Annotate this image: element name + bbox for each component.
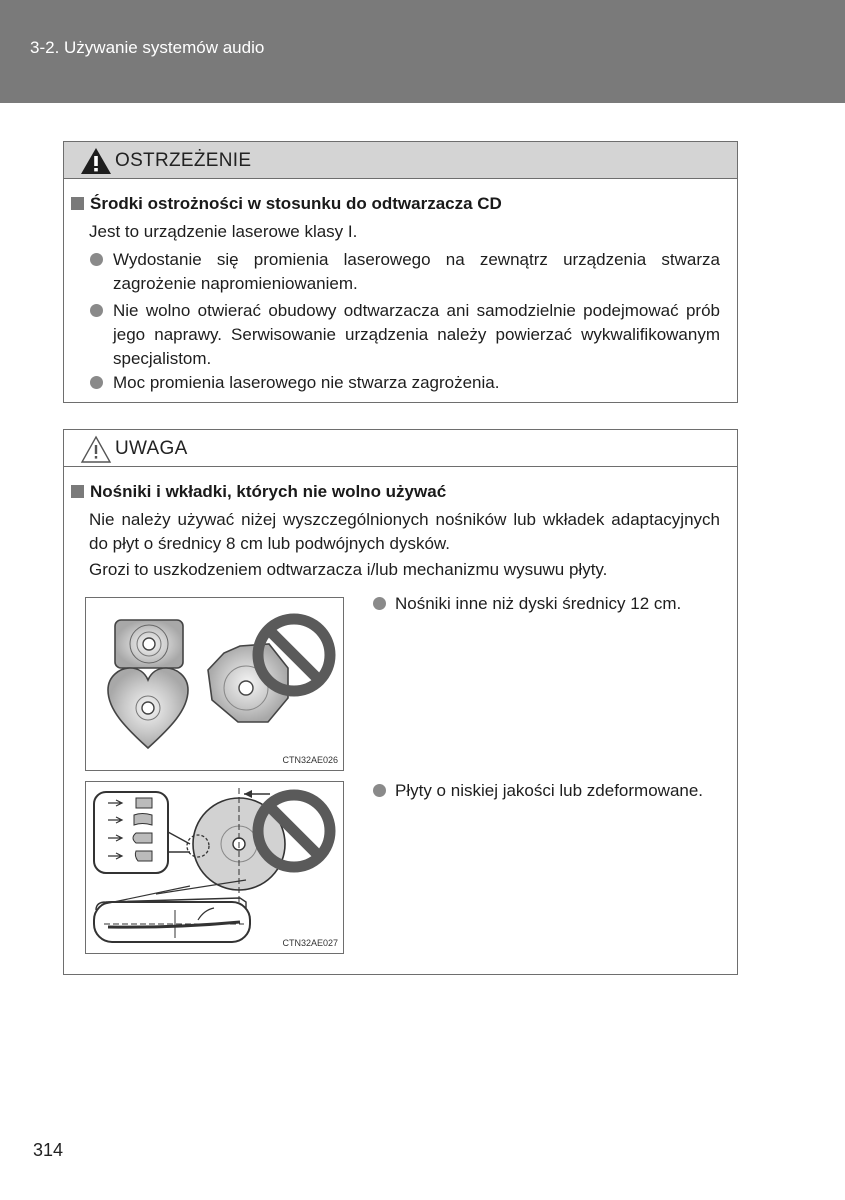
- square-bullet-icon: [71, 485, 84, 498]
- caution-header: [64, 430, 737, 467]
- warning-bullet-text: Wydostanie się promienia laserowego na zewnątrz urządzenia stwarza zagrożenie napromieniowaniem.: [113, 250, 720, 293]
- warning-bullet: [90, 371, 720, 395]
- section-title: 3-2. Używanie systemów audio: [30, 38, 265, 57]
- bullet-dot-icon: [373, 784, 386, 797]
- warning-label: OSTRZEŻENIE: [115, 150, 252, 171]
- warning-section-title: Środki ostrożności w stosunku do odtwarzacza CD: [90, 194, 502, 213]
- warning-bullet: [90, 299, 720, 371]
- bullet-dot-icon: [90, 376, 103, 389]
- square-bullet-icon: [71, 197, 84, 210]
- page-number: 314: [33, 1140, 64, 1160]
- figure-caption: Nośniki inne niż dyski średnicy 12 cm.: [395, 594, 682, 613]
- unsupported-discs-illustration: [86, 598, 343, 770]
- caution-section-heading: [71, 482, 446, 502]
- figure-code: CTN32AE026: [282, 755, 338, 765]
- warning-filled-icon: [80, 147, 112, 175]
- bullet-dot-icon: [373, 597, 386, 610]
- caution-paragraph: Nie należy używać niżej wyszczególnionych nośników lub wkładek adaptacyjnych do płyt o średnicy 8 cm lub podwójnych dysków.: [89, 510, 720, 553]
- figure-code: CTN32AE027: [282, 938, 338, 948]
- figure-caption-bullet: [373, 779, 733, 803]
- caution-section-title: Nośniki i wkładki, których nie wolno używać: [90, 482, 447, 501]
- warning-bullet-text: Moc promienia laserowego nie stwarza zagrożenia.: [113, 373, 500, 392]
- caution-paragraph: Grozi to uszkodzeniem odtwarzacza i/lub mechanizmu wysuwu płyty.: [89, 560, 608, 579]
- warning-bullet-text: Nie wolno otwierać obudowy odtwarzacza ani samodzielnie podejmować prób jego naprawy. Serwisowanie urządzenia należy powierzać wykwalifikowanym specjalistom.: [113, 301, 720, 368]
- bullet-dot-icon: [90, 253, 103, 266]
- warning-box: [63, 141, 738, 403]
- page-header: [0, 0, 845, 103]
- figure-caption: Płyty o niskiej jakości lub zdeformowane.: [395, 781, 704, 800]
- warning-header: [64, 142, 737, 179]
- figure-deformed-discs: [85, 781, 344, 954]
- figure-caption-bullet: [373, 592, 733, 616]
- caution-label: UWAGA: [115, 438, 188, 459]
- deformed-discs-illustration: [86, 782, 343, 953]
- warning-bullet: [90, 248, 720, 296]
- warning-section-heading: [71, 194, 502, 214]
- figure-unsupported-media: [85, 597, 344, 771]
- caution-outline-icon: [80, 435, 112, 463]
- bullet-dot-icon: [90, 304, 103, 317]
- caution-box: [63, 429, 738, 975]
- warning-intro: Jest to urządzenie laserowe klasy I.: [89, 222, 358, 241]
